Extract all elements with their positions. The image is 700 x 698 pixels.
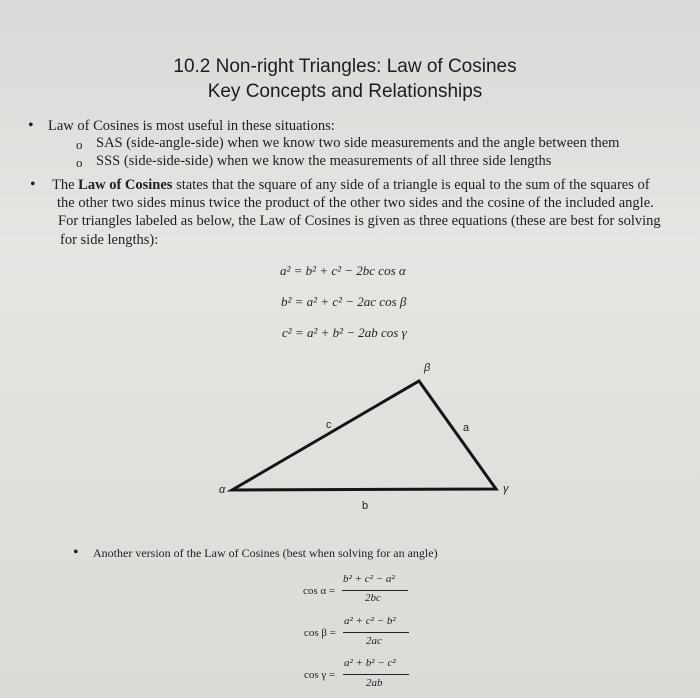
law-statement-line-4: for side lengths): <box>60 232 159 248</box>
equation-b-squared: b² = a² + c² − 2ac cos β <box>281 294 407 309</box>
sub-bullet-circle: o <box>76 155 83 170</box>
label-side-b: b <box>362 500 369 512</box>
formula-cos-alpha-numerator: b² + c² − a² <box>343 573 395 585</box>
formula-cos-beta-numerator: a² + c² − b² <box>344 615 396 627</box>
law-statement-line-1: The Law of Cosines states that the square of any side of a triangle is equal to the sum of the squares of <box>52 177 650 193</box>
sub-bullet-sas: SAS (side-angle-side) when we know two side measurements and the angle between them <box>96 135 620 151</box>
equation-c-squared: c² = a² + b² − 2ab cos γ <box>282 325 407 340</box>
label-alpha: α <box>219 484 226 496</box>
fraction-bar <box>342 590 408 591</box>
label-side-a: a <box>463 422 470 434</box>
fraction-bar <box>343 674 409 675</box>
law-statement-line-2: the other two sides minus twice the product of the other two sides and the cosine of the included angle. <box>57 195 654 211</box>
bullet-angle-version: Another version of the Law of Cosines (best when solving for an angle) <box>93 546 438 560</box>
formula-cos-gamma-lhs: cos γ = <box>304 669 336 681</box>
formula-cos-gamma-numerator: a² + b² − c² <box>344 657 396 669</box>
label-side-c: c <box>326 419 332 431</box>
fraction-bar <box>343 632 409 633</box>
formula-cos-beta-denominator: 2ac <box>366 635 382 647</box>
triangle-outline <box>232 381 496 490</box>
formula-cos-alpha-denominator: 2bc <box>365 592 381 604</box>
label-beta: β <box>424 362 431 374</box>
label-gamma: γ <box>503 483 509 495</box>
page-title: 10.2 Non-right Triangles: Law of Cosines <box>173 56 517 77</box>
sub-bullet-sss: SSS (side-side-side) when we know the measurements of all three side lengths <box>96 153 552 169</box>
page-subtitle: Key Concepts and Relationships <box>207 81 483 102</box>
sub-bullet-circle: o <box>76 137 83 152</box>
formula-cos-gamma-denominator: 2ab <box>366 677 383 689</box>
bullet-useful-situations: Law of Cosines is most useful in these situations: <box>48 118 335 134</box>
formula-cos-alpha-lhs: cos α = <box>303 585 336 597</box>
bullet-dot: • <box>73 544 79 561</box>
formula-cos-beta-lhs: cos β = <box>304 627 336 639</box>
bullet-dot: • <box>28 117 34 134</box>
equation-a-squared: a² = b² + c² − 2bc cos α <box>280 263 406 278</box>
bullet-dot: • <box>30 176 36 193</box>
law-statement-line-3: For triangles labeled as below, the Law of Cosines is given as three equations (these are best for solving <box>58 213 661 229</box>
